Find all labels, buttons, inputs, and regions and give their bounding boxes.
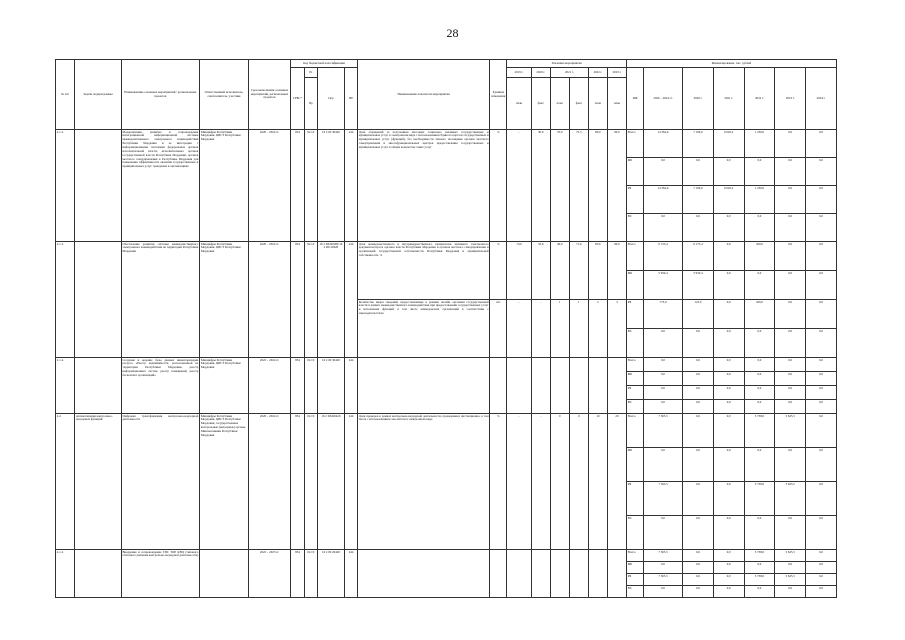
header-grbs: ГРБС* bbox=[291, 68, 305, 130]
funding-value: 3 738,0 bbox=[744, 574, 775, 586]
header-f2023: 2023 г. bbox=[775, 68, 806, 130]
row-executor: Минцифры Республики Мордовия, ЦИСТ Республики Мордовия bbox=[200, 130, 249, 242]
funding-value: 0,0 bbox=[806, 158, 837, 186]
funding-source: ВС bbox=[626, 214, 643, 242]
indicator-value: 83,6 bbox=[588, 242, 607, 300]
funding-value: 0,0 bbox=[683, 372, 714, 386]
funding-value: 7 109,0 bbox=[683, 186, 714, 214]
row-number: 2.1.2. bbox=[56, 550, 75, 598]
header-indicator: Наименование показателя мероприятия bbox=[357, 60, 489, 130]
funding-value: 6 173,4 bbox=[683, 242, 714, 271]
row-rz-pr: 04 10 bbox=[304, 358, 317, 414]
header-f2022: 2022 г. bbox=[744, 68, 775, 130]
header-plan-2022: план bbox=[588, 78, 607, 130]
indicator-value bbox=[588, 358, 607, 414]
funding-value: 0,0 bbox=[643, 372, 682, 386]
row-number: 2.1.4. bbox=[56, 358, 75, 414]
row-period: 2020 – 2024 гг. bbox=[248, 130, 290, 242]
funding-value: 0,0 bbox=[775, 562, 806, 574]
funding-value: 3 625,5 bbox=[775, 414, 806, 448]
funding-value: 0,0 bbox=[775, 242, 806, 271]
funding-source: Всего bbox=[626, 414, 643, 448]
funding-value: 0,0 bbox=[775, 158, 806, 186]
indicator-value: 2 bbox=[588, 300, 607, 358]
funding-value: 3 738,0 bbox=[744, 550, 775, 562]
indicator-unit: % bbox=[490, 130, 507, 242]
funding-value: 0,0 bbox=[775, 372, 806, 386]
funding-value: 0,0 bbox=[775, 214, 806, 242]
funding-value: 0,0 bbox=[744, 329, 775, 358]
funding-value: 0,0 bbox=[806, 574, 837, 586]
funding-value: 0,0 bbox=[806, 414, 837, 448]
funding-value: 0,0 bbox=[713, 158, 744, 186]
header-num: № п/п bbox=[56, 60, 75, 130]
funding-source: РБ bbox=[626, 574, 643, 586]
funding-value: 0,0 bbox=[806, 516, 837, 550]
funding-value: 0,0 bbox=[775, 516, 806, 550]
indicator-value: - bbox=[507, 130, 531, 242]
funding-value: 0,0 bbox=[643, 214, 682, 242]
funding-value: 0,0 bbox=[643, 448, 682, 482]
indicator-value bbox=[531, 358, 550, 414]
funding-value: 0,0 bbox=[713, 414, 744, 448]
row-number: 2.2. bbox=[56, 414, 75, 550]
funding-value: 0,0 bbox=[775, 300, 806, 329]
row-rz-pr: 04 10 bbox=[304, 414, 317, 550]
funding-value: 6 020,2 bbox=[713, 186, 744, 214]
funding-value: 7 363,5 bbox=[643, 574, 682, 586]
header-pr: Пр bbox=[304, 78, 317, 130]
funding-value: 0,0 bbox=[643, 586, 682, 598]
funding-value: 0,0 bbox=[683, 574, 714, 586]
funding-value: 0,0 bbox=[713, 562, 744, 574]
funding-value: 0,0 bbox=[683, 562, 714, 574]
row-vr: 244 bbox=[345, 414, 358, 550]
indicator-value bbox=[607, 358, 626, 414]
header-values: Значения мероприятия bbox=[507, 60, 627, 68]
header-fin: Финансирование, тыс. рублей bbox=[626, 60, 836, 68]
indicator-name: Доля проверок в рамках контрольно-надзорной деятельности, проведенных дистанционно, в том числе с использованием чек-листов в электронном виде bbox=[357, 414, 489, 550]
row-rz-pr: 04 10 bbox=[304, 130, 317, 242]
indicator-value: - bbox=[507, 414, 531, 550]
funding-value: 0,0 bbox=[775, 386, 806, 400]
row-executor: Минцифры Республики Мордовия, ЦИСТ Республики Мордовия, государственные контрольные (надзорные) органы, Минэкономики Республики Мордовия bbox=[200, 414, 249, 550]
funding-value: 450,0 bbox=[744, 242, 775, 271]
row-period: 2022 – 2024 гг. bbox=[248, 358, 290, 414]
funding-value: 0,0 bbox=[683, 414, 714, 448]
funding-value: 0,0 bbox=[713, 372, 744, 386]
indicator-unit bbox=[490, 358, 507, 414]
funding-value: 0,0 bbox=[683, 586, 714, 598]
row-vr: 244 bbox=[345, 242, 358, 358]
header-plan-2023: план bbox=[607, 78, 626, 130]
funding-value: 0,0 bbox=[775, 271, 806, 300]
funding-source: РБ bbox=[626, 186, 643, 214]
indicator-unit: % bbox=[490, 414, 507, 550]
row-task bbox=[75, 130, 122, 242]
row-measure-name: Обеспечение развития системы межведомственного электронного взаимодействия на территории Республики Мордовия bbox=[121, 242, 199, 358]
row-csr: 16 2 D6 R0280 16 2 D6 20420 bbox=[317, 242, 345, 358]
funding-value: 6 723,4 bbox=[643, 242, 682, 271]
header-y2022: 2022 г. bbox=[588, 68, 607, 78]
funding-value: 7 363,5 bbox=[643, 482, 682, 516]
funding-value: 0,0 bbox=[775, 586, 806, 598]
funding-value: 0,0 bbox=[806, 271, 837, 300]
table-row bbox=[56, 242, 837, 271]
funding-value: 0,0 bbox=[744, 358, 775, 372]
funding-value: 0,0 bbox=[713, 516, 744, 550]
funding-value: 3 625,5 bbox=[775, 550, 806, 562]
row-number: 2.1.2. bbox=[56, 130, 75, 242]
funding-value: 0,0 bbox=[806, 242, 837, 271]
funding-value: 123,0 bbox=[683, 300, 714, 329]
funding-value: 0,0 bbox=[775, 448, 806, 482]
funding-value: 0,0 bbox=[806, 372, 837, 386]
funding-value: 0,0 bbox=[806, 400, 837, 414]
row-period: 2022 – 2023 гг. bbox=[248, 550, 290, 598]
row-period: 2020 – 2024 гг. bbox=[248, 414, 290, 550]
funding-source: Всего bbox=[626, 550, 643, 562]
funding-value: 0,0 bbox=[806, 130, 837, 158]
row-csr: 16 2 00 30420 bbox=[317, 358, 345, 414]
funding-value: 0,0 bbox=[683, 400, 714, 414]
header-task: Задачи подпрограммы bbox=[75, 60, 122, 130]
funding-value: 3 625,5 bbox=[775, 482, 806, 516]
table-header bbox=[56, 60, 837, 130]
header-exec: Ответственный исполнитель, соисполнитель, участник bbox=[200, 60, 249, 130]
indicator-name: Доля межведомственного и внутриведомственного юридически значимого электронного документооборота органов власти Республики Мордовия и органов местного самоуправления и организаций государственной собственности Республики Мордовия и муниципальной собственности, % bbox=[357, 242, 489, 300]
row-task bbox=[75, 242, 122, 358]
funding-value: 0,0 bbox=[806, 562, 837, 574]
indicator-value: 70,0 bbox=[550, 130, 569, 242]
indicator-value: - bbox=[507, 300, 531, 358]
row-grbs: 834 bbox=[291, 550, 305, 598]
funding-value: 3 738,0 bbox=[744, 414, 775, 448]
funding-value: 0,0 bbox=[806, 586, 837, 598]
indicator-value: 0 bbox=[550, 414, 569, 550]
funding-value: 7 363,5 bbox=[643, 414, 682, 448]
funding-value: 773,0 bbox=[643, 300, 682, 329]
indicator-value: 90,0 bbox=[607, 130, 626, 242]
funding-value: 5 950,4 bbox=[643, 271, 682, 300]
funding-value: 0,0 bbox=[713, 482, 744, 516]
funding-value: 0,0 bbox=[775, 358, 806, 372]
header-plan-2019: план bbox=[507, 78, 531, 130]
header-period: Срок выполнения основных мероприятий, региональных проектов bbox=[248, 60, 290, 130]
funding-value: 0,0 bbox=[806, 186, 837, 214]
indicator-value: 30,0 bbox=[531, 130, 550, 242]
funding-value: 5 950,4 bbox=[683, 271, 714, 300]
row-grbs: 834 bbox=[291, 130, 305, 242]
funding-value: 0,0 bbox=[713, 386, 744, 400]
indicator-value bbox=[550, 358, 569, 414]
header-y2021: 2021 г. bbox=[550, 68, 588, 78]
funding-source: РБ bbox=[626, 482, 643, 516]
funding-value: 0,0 bbox=[643, 562, 682, 574]
indicator-value: 3 bbox=[607, 300, 626, 358]
row-vr: 244 bbox=[345, 130, 358, 242]
indicator-value: 1 bbox=[550, 300, 569, 358]
funding-value: 0,0 bbox=[713, 400, 744, 414]
indicator-unit bbox=[490, 550, 507, 598]
funding-value: 14 364,9 bbox=[643, 186, 682, 214]
funding-value: 0,0 bbox=[683, 158, 714, 186]
funding-value: 0,0 bbox=[713, 358, 744, 372]
funding-value: 0,0 bbox=[806, 329, 837, 358]
funding-value: 0,0 bbox=[643, 386, 682, 400]
indicator-name bbox=[357, 358, 489, 414]
indicator-value: 32,6 bbox=[531, 242, 550, 300]
funding-source: ФБ bbox=[626, 372, 643, 386]
header-f2021: 2021 г. bbox=[713, 68, 744, 130]
funding-value: 7 109,0 bbox=[683, 130, 714, 158]
funding-value: 0,0 bbox=[744, 386, 775, 400]
funding-value: 1 236,0 bbox=[744, 186, 775, 214]
header-y2020: 2020 г. bbox=[531, 68, 550, 78]
indicator-unit: шт. bbox=[490, 300, 507, 358]
funding-value: 450,0 bbox=[744, 300, 775, 329]
header-unit: Единица измерения bbox=[490, 60, 507, 130]
indicator-value bbox=[550, 550, 569, 598]
funding-value: 0,0 bbox=[713, 550, 744, 562]
funding-value: 0,0 bbox=[713, 329, 744, 358]
header-name: Наименование основных мероприятий / региональных проектов bbox=[121, 60, 199, 130]
funding-value: 6 020,2 bbox=[713, 130, 744, 158]
funding-value: 0,0 bbox=[806, 482, 837, 516]
indicator-value: - bbox=[531, 300, 550, 358]
row-period: 2020 – 2024 гг. bbox=[248, 242, 290, 358]
funding-value: 0,0 bbox=[744, 158, 775, 186]
funding-source: ВС bbox=[626, 329, 643, 358]
indicator-name: Доля обращений за получением массовых социально значимых государственных и муниципальных услуг в электронном виде с использованием Единого портала государственных и муниципальных услуг (функций), без необходимости личного посещения органов местного самоуправления и многофункциональных центров предоставления государственных и муниципальных услуг в общем количестве таких услуг bbox=[357, 130, 489, 242]
funding-source: ФБ bbox=[626, 271, 643, 300]
row-measure-name: Создание и ведение базы данных инвентаризации ресурса «Реестр недвижимости, расположенной на территории Республики Мордовия, реестр информационных систем, реестр помещений, реестр бесконтакт организаций» bbox=[121, 358, 199, 414]
table-row bbox=[56, 414, 837, 448]
funding-value: 0,0 bbox=[713, 574, 744, 586]
table-row bbox=[56, 358, 837, 372]
row-measure-name: Цифровая трансформация контрольно-надзорной деятельности bbox=[121, 414, 199, 550]
row-executor: Минцифры Республики Мордовия, ЦИСТ Республики Мордовия bbox=[200, 242, 249, 358]
funding-value: 0,0 bbox=[683, 329, 714, 358]
row-grbs: 834 bbox=[291, 242, 305, 358]
header-budget: Код бюджетной классификации bbox=[291, 60, 358, 68]
funding-source: Всего bbox=[626, 358, 643, 372]
funding-source: РБ bbox=[626, 386, 643, 400]
indicator-value bbox=[588, 550, 607, 598]
row-grbs: 834 bbox=[291, 358, 305, 414]
funding-value: 0,0 bbox=[744, 400, 775, 414]
funding-value: 0,0 bbox=[643, 516, 682, 550]
row-task: Автоматизация контрольно-надзорных функций bbox=[75, 414, 122, 550]
indicator-value: 90,0 bbox=[607, 242, 626, 300]
funding-source: Всего bbox=[626, 130, 643, 158]
header-f2020: 2020 г. bbox=[683, 68, 714, 130]
funding-value: 0,0 bbox=[806, 300, 837, 329]
row-rz-pr: 04 10 bbox=[304, 242, 317, 358]
row-task bbox=[75, 358, 122, 414]
page-number: 28 bbox=[446, 26, 459, 40]
funding-value: 0,0 bbox=[683, 214, 714, 242]
funding-value: 0,0 bbox=[744, 586, 775, 598]
indicator-value: 71,6 bbox=[569, 242, 588, 300]
funding-value: 0,0 bbox=[713, 586, 744, 598]
funding-value: 0,0 bbox=[683, 386, 714, 400]
header-source: ИФ bbox=[626, 68, 643, 130]
row-rz-pr: 04 10 bbox=[304, 550, 317, 598]
funding-value: 0,0 bbox=[713, 448, 744, 482]
row-csr: 16 2 00 20420 bbox=[317, 550, 345, 598]
header-f2024: 2024 г. bbox=[806, 68, 837, 130]
indicator-name bbox=[357, 550, 489, 598]
funding-value: 0,0 bbox=[643, 158, 682, 186]
funding-source: ВС bbox=[626, 516, 643, 550]
header-y2019: 2019 г. bbox=[507, 68, 531, 78]
header-y2023: 2023 г. bbox=[607, 68, 626, 78]
funding-value: 0,0 bbox=[744, 271, 775, 300]
table-body bbox=[56, 130, 837, 598]
funding-value: 1 236,0 bbox=[744, 130, 775, 158]
header-plan-2021: план bbox=[550, 78, 569, 130]
funding-value: 0,0 bbox=[744, 372, 775, 386]
header-csr: Цср bbox=[317, 68, 345, 130]
funding-value: 0,0 bbox=[713, 214, 744, 242]
header-fact-2020: факт bbox=[531, 78, 550, 130]
indicator-value bbox=[569, 358, 588, 414]
row-executor: Минцифры Республики Мордовия, ЦИСТ Республики Мордовия bbox=[200, 358, 249, 414]
indicator-value bbox=[507, 358, 531, 414]
funding-value: 7 363,5 bbox=[643, 550, 682, 562]
funding-value: 0,0 bbox=[683, 448, 714, 482]
funding-value: 0,0 bbox=[775, 186, 806, 214]
funding-value: 0,0 bbox=[683, 482, 714, 516]
funding-value: 0,0 bbox=[806, 550, 837, 562]
indicator-value bbox=[607, 550, 626, 598]
row-number: 2.1.3. bbox=[56, 242, 75, 358]
row-executor bbox=[200, 550, 249, 598]
funding-value: 0,0 bbox=[806, 386, 837, 400]
row-measure-name: Модернизация, развитие и сопровождение интеграционной информационной системы межведомственного электронного взаимодействия Республики Мордовия и ее интеграция с информационными системами федеральных органов исполнительной власти, исполнительных органов государственной власти Республики Мордовия, органов местного самоуправления в Республике Мордовия для повышения эффективности оказания государственных и муниципальных услуг гражданам и организациям bbox=[121, 130, 199, 242]
indicator-value bbox=[569, 550, 588, 598]
funding-value: 0,0 bbox=[683, 516, 714, 550]
row-grbs: 834 bbox=[291, 414, 305, 550]
funding-source: Всего bbox=[626, 242, 643, 271]
header-vr: ВР bbox=[345, 68, 358, 130]
funding-value: 14 364,9 bbox=[643, 130, 682, 158]
funding-value: 0,0 bbox=[806, 214, 837, 242]
funding-value: 0,0 bbox=[775, 130, 806, 158]
funding-value: 0,0 bbox=[643, 358, 682, 372]
indicator-value: 1 bbox=[569, 300, 588, 358]
funding-source: ФБ bbox=[626, 562, 643, 574]
funding-value: 3 738,0 bbox=[744, 482, 775, 516]
funding-source: ФБ bbox=[626, 158, 643, 186]
row-task bbox=[75, 550, 122, 598]
funding-value: 0,0 bbox=[683, 358, 714, 372]
funding-value: 0,0 bbox=[713, 271, 744, 300]
funding-value: 0,0 bbox=[713, 300, 744, 329]
funding-value: 3 625,5 bbox=[775, 574, 806, 586]
indicator-value bbox=[507, 550, 531, 598]
indicator-value: 20 bbox=[607, 414, 626, 550]
indicator-value bbox=[531, 550, 550, 598]
funding-value: 0,0 bbox=[744, 516, 775, 550]
funding-value: 0,0 bbox=[744, 448, 775, 482]
header-rz: Рз bbox=[304, 68, 317, 78]
funding-value: 0,0 bbox=[775, 400, 806, 414]
indicator-name: Количество видов сведений, предоставляемых в режиме онлайн органами государственной власти в рамках межведомственного взаимодействия при предоставлении государственных услуг и исполнения функций, в том числе коммерческих организаций в соответствии с законодательством bbox=[357, 300, 489, 358]
indicator-value: 75,5 bbox=[569, 130, 588, 242]
row-vr: 244 bbox=[345, 358, 358, 414]
funding-value: 0,0 bbox=[683, 550, 714, 562]
funding-value: 0,0 bbox=[806, 358, 837, 372]
funding-value: 0,0 bbox=[643, 329, 682, 358]
header-fact-2021: факт bbox=[569, 78, 588, 130]
indicator-value: - bbox=[531, 414, 550, 550]
funding-value: 0,0 bbox=[775, 329, 806, 358]
funding-value: 0,0 bbox=[713, 242, 744, 271]
funding-value: 0,0 bbox=[744, 214, 775, 242]
funding-value: 0,0 bbox=[806, 448, 837, 482]
funding-value: 0,0 bbox=[744, 562, 775, 574]
row-measure-name: Внедрение и сопровождение ГИС ТОР КНД (типового облачного решения контрольно-надзорной деятельности) bbox=[121, 550, 199, 598]
row-vr: 244 bbox=[345, 550, 358, 598]
indicator-unit: % bbox=[490, 242, 507, 300]
indicator-value: 46,0 bbox=[550, 242, 569, 300]
table-row bbox=[56, 130, 837, 158]
funding-source: РБ bbox=[626, 300, 643, 329]
funding-source: ФБ bbox=[626, 448, 643, 482]
indicator-value: 0 bbox=[569, 414, 588, 550]
header-f2020-2024: 2020 – 2024 гг. bbox=[643, 68, 682, 130]
funding-source: ВС bbox=[626, 586, 643, 598]
table-row bbox=[56, 550, 837, 562]
row-csr: 16 2 D6 R0420 bbox=[317, 414, 345, 550]
funding-value: 0,0 bbox=[643, 400, 682, 414]
indicator-value: 13,0 bbox=[507, 242, 531, 300]
funding-source: ВС bbox=[626, 400, 643, 414]
measures-table bbox=[55, 59, 837, 598]
row-csr: 16 2 00 30420 bbox=[317, 130, 345, 242]
indicator-value: 10 bbox=[588, 414, 607, 550]
indicator-value: 80,0 bbox=[588, 130, 607, 242]
